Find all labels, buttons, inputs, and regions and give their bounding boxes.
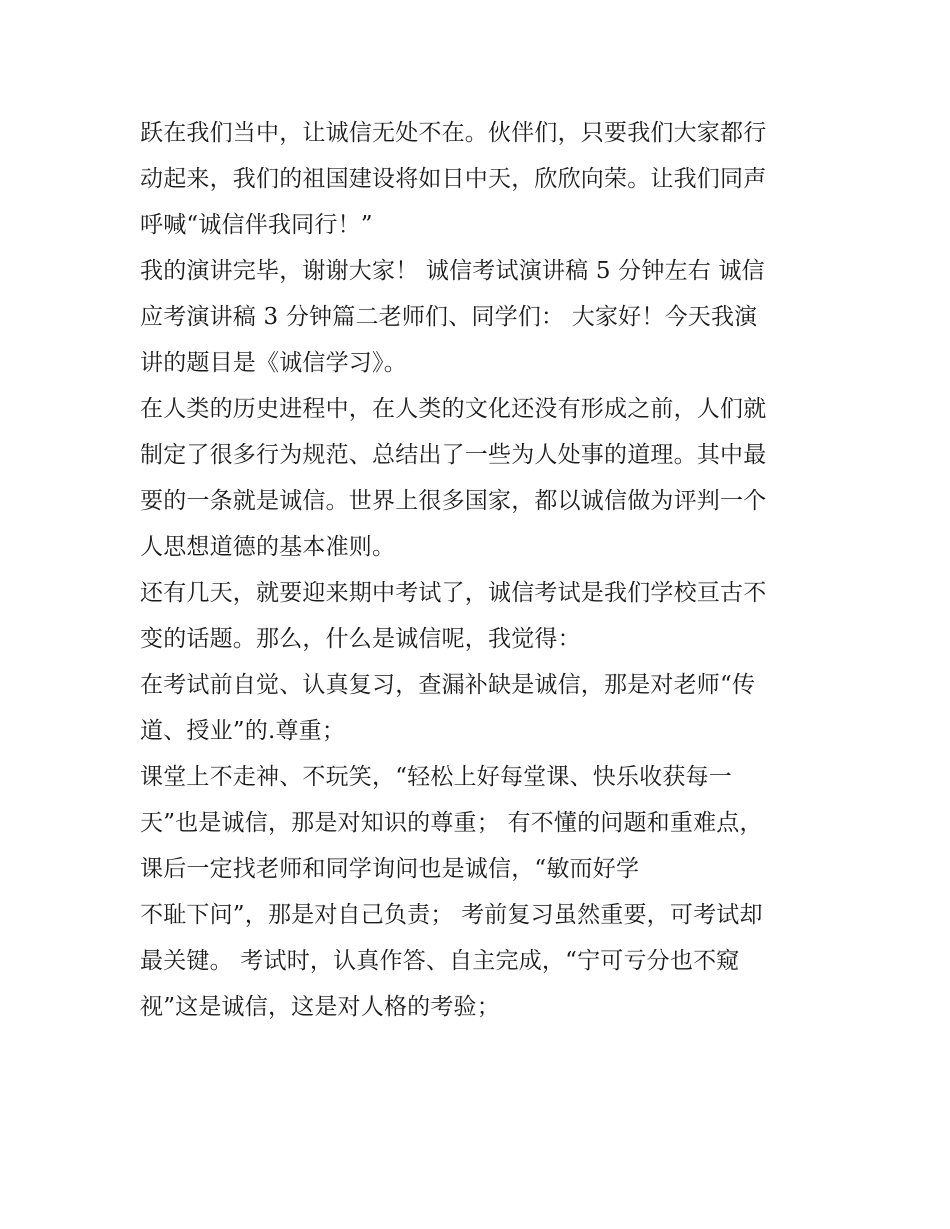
text-line: 视”这是诚信，这是对人格的考验； bbox=[140, 994, 500, 1020]
text-line: 课后一定找老师和同学询问也是诚信，“敏而好学 bbox=[140, 856, 640, 882]
document-body bbox=[140, 110, 820, 1030]
text-line: 最关键。 考试时，认真作答、自主完成，“宁可亏分也不窥 bbox=[140, 948, 740, 974]
text-line: 在考试前自觉、认真复习，查漏补缺是诚信，那是对老师“传 bbox=[140, 672, 756, 698]
text-line: 讲的题目是《诚信学习》。 bbox=[140, 350, 407, 376]
text-line: 制定了很多行为规范、总结出了一些为人处事的道理。其中最 bbox=[140, 442, 767, 468]
text-line: 还有几天，就要迎来期中考试了，诚信考试是我们学校亘古不 bbox=[140, 580, 767, 606]
text-line: 跃在我们当中，让诚信无处不在。伙伴们，只要我们大家都行 bbox=[140, 120, 767, 146]
text-line: 应考演讲稿 3 分钟篇二老师们、同学们： 大家好！今天我演 bbox=[140, 304, 758, 330]
text-line: 要的一条就是诚信。世界上很多国家，都以诚信做为评判一个 bbox=[140, 488, 767, 514]
text-line: 道、授业”的.尊重； bbox=[140, 718, 346, 744]
text-line: 变的话题。那么，什么是诚信呢，我觉得： bbox=[140, 626, 581, 652]
text-line: 天”也是诚信，那是对知识的尊重； 有不懂的问题和重难点， bbox=[140, 810, 763, 836]
text-line: 我的演讲完毕，谢谢大家！ 诚信考试演讲稿 5 分钟左右 诚信 bbox=[140, 258, 765, 284]
text-line: 在人类的历史进程中，在人类的文化还没有形成之前，人们就 bbox=[140, 396, 767, 422]
text-line: 人思想道德的基本准则。 bbox=[140, 534, 396, 560]
text-line: 呼喊“诚信伴我同行！” bbox=[140, 212, 373, 238]
text-line: 不耻下问”，那是对自己负责； 考前复习虽然重要，可考试却 bbox=[140, 902, 763, 928]
text-line: 动起来，我们的祖国建设将如日中天，欣欣向荣。让我们同声 bbox=[140, 166, 767, 192]
text-line: 课堂上不走神、不玩笑，“轻松上好每堂课、快乐收获每一 bbox=[140, 764, 732, 790]
